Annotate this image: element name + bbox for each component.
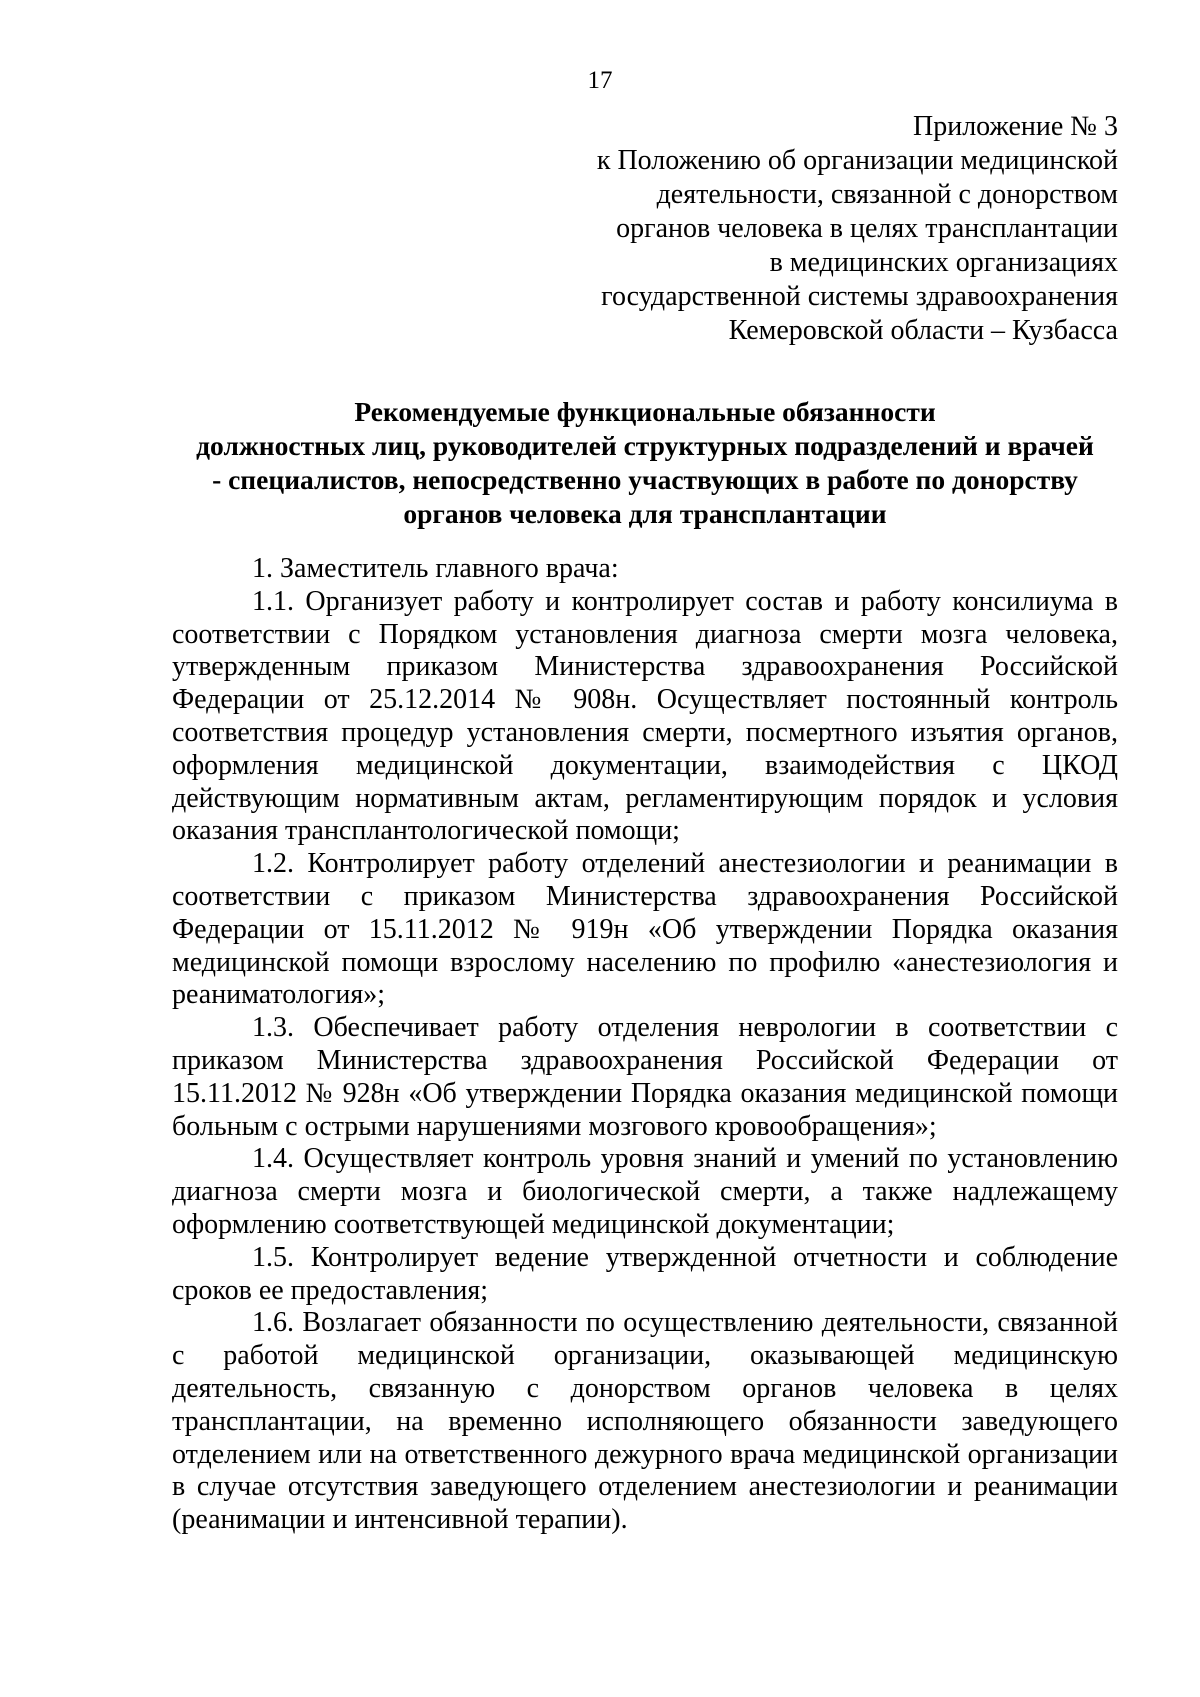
appendix-line: к Положению об организации медицинской (596, 145, 1118, 176)
duty-item: 1.6. Возлагает обязанности по осуществлению деятельности, связанной с работой медицинской организации, оказывающей медицинскую деятельность, связанную с донорством органов человека в целях трансплантации, на временно исполняющего обязанности заведующего отделением или на ответственного дежурного врача медицинской организации в случае отсутствия заведующего отделением анестезиологии и реанимации (реанимации и интенсивной терапии). (172, 1307, 1118, 1536)
appendix-reference (558, 110, 1118, 348)
appendix-line: Кемеровской области – Кузбасса (728, 315, 1118, 346)
appendix-line: деятельности, связанной с донорством (656, 179, 1118, 210)
title-line: органов человека для трансплантации (403, 498, 887, 529)
duty-item: 1.4. Осуществляет контроль уровня знаний и умений по установлению диагноза смерти мозга и биологической смерти, а также надлежащему оформлению соответствующей медицинской документации; (172, 1143, 1118, 1240)
title-line: должностных лиц, руководителей структурных подразделений и врачей (196, 430, 1094, 461)
duty-item: 1.5. Контролирует ведение утвержденной отчетности и соблюдение сроков ее предоставления; (172, 1241, 1118, 1306)
title-line: - специалистов, непосредственно участвующих в работе по донорству (212, 464, 1078, 495)
duty-item: 1.2. Контролирует работу отделений анестезиологии и реанимации в соответствии с приказом Министерства здравоохранения Российской Федерации от 15.11.2012 № 919н «Об утверждении Порядка оказания медицинской помощи взрослому населению по профилю «анестезиология и реаниматология»; (172, 848, 1118, 1011)
appendix-line: органов человека в целях трансплантации (616, 213, 1118, 244)
duty-item: 1.1. Организует работу и контролирует состав и работу консилиума в соответствии с Порядком установления диагноза смерти мозга человека, утвержденным приказом Министерства здравоохранения Российской Федерации от 25.12.2014 № 908н. Осуществляет постоянный контроль соответствия процедур установления смерти, посмертного изъятия органов, оформления медицинской документации, взаимодействия с ЦКОД действующим нормативным актам, регламентирующим порядок и условия оказания трансплантологической помощи; (172, 585, 1118, 847)
duty-item: 1.3. Обеспечивает работу отделения неврологии в соответствии с приказом Министерства здравоохранения Российской Федерации от 15.11.2012 № 928н «Об утверждении Порядка оказания медицинской помощи больным с острыми нарушениями мозгового кровообращения»; (172, 1012, 1118, 1142)
appendix-line: государственной системы здравоохранения (601, 281, 1118, 312)
document-title (170, 395, 1120, 531)
appendix-line: Приложение № 3 (913, 111, 1118, 142)
appendix-line: в медицинских организациях (769, 247, 1118, 278)
section-heading: 1. Заместитель главного врача: (252, 553, 619, 584)
page-number: 17 (587, 67, 613, 94)
document-body (172, 553, 1118, 1537)
title-line: Рекомендуемые функциональные обязанности (354, 396, 936, 427)
